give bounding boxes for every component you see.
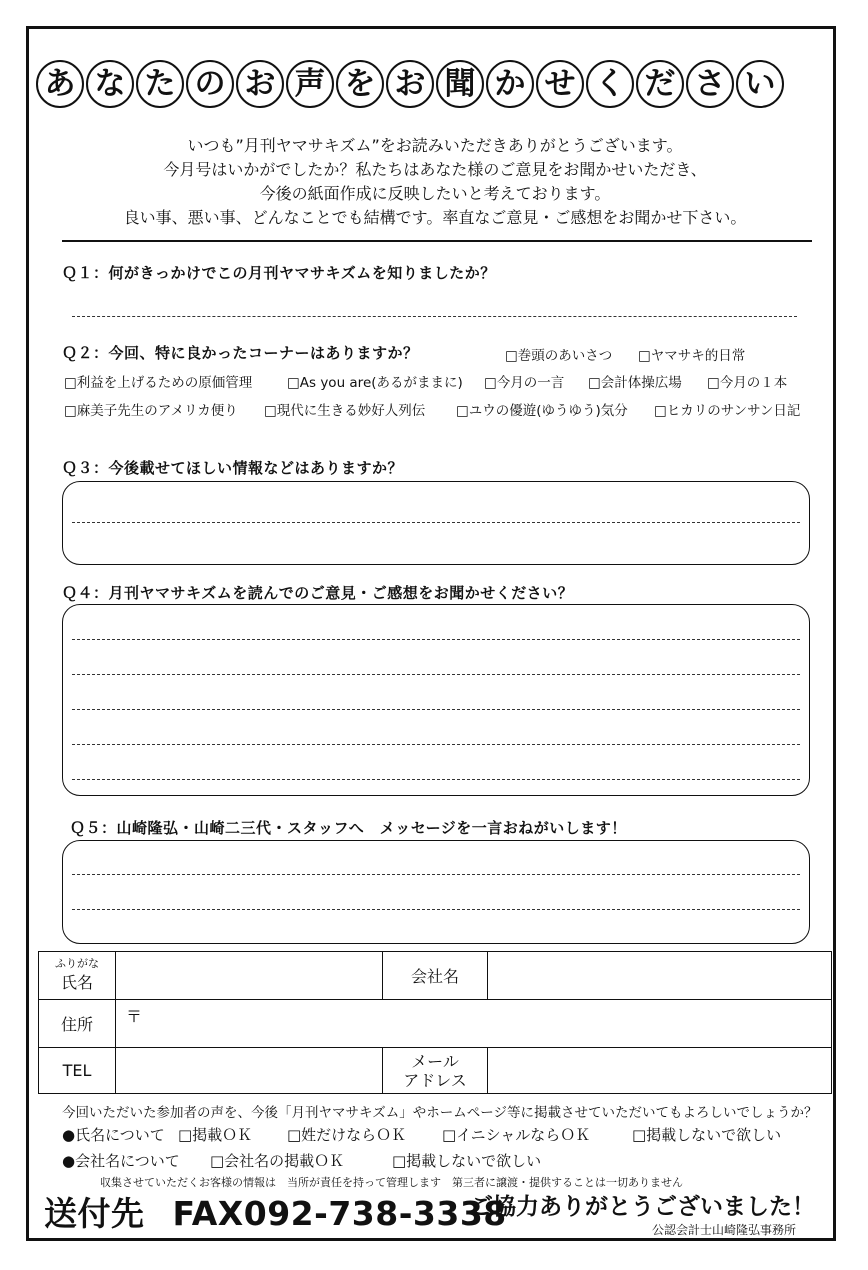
- title-char: な: [86, 60, 134, 108]
- question-3: Ｑ３：今後載せてほしい情報などはありますか？: [62, 459, 404, 477]
- email-label: メール: [411, 1051, 459, 1071]
- intro-line: 今後の紙面作成に反映したいと考えております。: [259, 184, 611, 203]
- question-1: Ｑ１：何がきっかけでこの月刊ヤマサキズムを知りましたか？: [62, 264, 496, 282]
- option-checkbox[interactable]: □今月の一言: [484, 375, 565, 391]
- answer-box-q3[interactable]: [62, 481, 810, 565]
- company-label: 会社名: [383, 952, 488, 1000]
- office-name: 公認会計士山崎隆弘事務所: [652, 1223, 797, 1237]
- name-label: 氏名: [60, 973, 93, 992]
- company-consent-no-checkbox[interactable]: □掲載しないで欲しい: [392, 1152, 542, 1170]
- answer-box-q5[interactable]: [62, 840, 810, 944]
- privacy-note: 収集させていただくお客様の情報は 当所が責任を持って管理します 第三者に譲渡・提供することは一切ありません: [100, 1176, 683, 1189]
- address-label: 住所: [39, 1000, 116, 1048]
- option-checkbox[interactable]: □ヤマサキ的日常: [638, 348, 746, 364]
- answer-line[interactable]: [72, 316, 797, 317]
- name-consent-surname-checkbox[interactable]: □姓だけならＯＫ: [287, 1126, 407, 1144]
- option-checkbox[interactable]: □今月の１本: [707, 375, 788, 391]
- question-2: Ｑ２：今回、特に良かったコーナーはありますか？: [62, 344, 419, 362]
- postal-mark: 〒: [126, 1007, 143, 1026]
- option-checkbox[interactable]: □ユウの優遊(ゆうゆう)気分: [456, 403, 628, 419]
- divider: [62, 240, 812, 242]
- tel-field[interactable]: [116, 1048, 383, 1094]
- answer-line: [72, 522, 800, 523]
- title-char: 聞: [436, 60, 484, 108]
- email-label-cell: [383, 1048, 488, 1094]
- title-char: か: [486, 60, 534, 108]
- answer-line: [72, 744, 800, 745]
- title-char: の: [186, 60, 234, 108]
- page-title: [36, 60, 784, 108]
- consent-question: 今回いただいた参加者の声を、今後「月刊ヤマサキズム」やホームページ等に掲載させていただいてもよろしいでしょうか？: [62, 1105, 818, 1121]
- name-consent-label: ●氏名について: [62, 1126, 165, 1144]
- title-char: お: [386, 60, 434, 108]
- answer-line: [72, 874, 800, 875]
- title-char: い: [736, 60, 784, 108]
- question-4: Ｑ４：月刊ヤマサキズムを読んでのご意見・ご感想をお聞かせください？: [62, 584, 574, 602]
- email-field[interactable]: [488, 1048, 832, 1094]
- option-checkbox[interactable]: □会計体操広場: [588, 375, 682, 391]
- answer-line: [72, 674, 800, 675]
- company-consent-label: ●会社名について: [62, 1152, 180, 1170]
- title-char: 声: [286, 60, 334, 108]
- company-consent-ok-checkbox[interactable]: □会社名の掲載ＯＫ: [210, 1152, 345, 1170]
- intro-line: 今月号はいかがでしたか？私たちはあなた様のご意見をお聞かせいただき、: [163, 160, 707, 179]
- name-consent-no-checkbox[interactable]: □掲載しないで欲しい: [632, 1126, 782, 1144]
- title-char: あ: [36, 60, 84, 108]
- fax-number: FAX092-738-3338: [172, 1194, 507, 1233]
- option-checkbox[interactable]: □巻頭のあいさつ: [505, 348, 613, 364]
- name-consent-initial-checkbox[interactable]: □イニシャルならＯＫ: [442, 1126, 591, 1144]
- option-checkbox[interactable]: □現代に生きる妙好人列伝: [264, 403, 426, 419]
- title-char: さ: [686, 60, 734, 108]
- question-5: Ｑ５：山崎隆弘・山崎二三代・スタッフへ メッセージを一言おねがいします！: [70, 819, 627, 837]
- email-label-2: アドレス: [403, 1070, 467, 1090]
- option-checkbox[interactable]: □As you are(あるがままに): [287, 375, 463, 391]
- name-field[interactable]: [116, 952, 383, 1000]
- send-to-label: 送付先: [44, 1194, 145, 1233]
- name-label-cell: [39, 952, 116, 1000]
- fax-line: [44, 1188, 507, 1235]
- contact-form-table: [38, 951, 832, 1094]
- answer-line: [72, 709, 800, 710]
- answer-line: [72, 909, 800, 910]
- answer-box-q4[interactable]: [62, 604, 810, 796]
- title-char: だ: [636, 60, 684, 108]
- title-char: く: [586, 60, 634, 108]
- option-checkbox[interactable]: □利益を上げるための原価管理: [64, 375, 253, 391]
- answer-line: [72, 779, 800, 780]
- address-field[interactable]: [116, 1000, 832, 1048]
- name-consent-ok-checkbox[interactable]: □掲載ＯＫ: [178, 1126, 253, 1144]
- furigana-label: ふりがな: [55, 957, 99, 970]
- title-char: せ: [536, 60, 584, 108]
- intro-line: いつも”月刊ヤマサキズム”をお読みいただきありがとうございます。: [187, 136, 683, 155]
- option-checkbox[interactable]: □麻美子先生のアメリカ便り: [64, 403, 238, 419]
- title-char: を: [336, 60, 384, 108]
- tel-label: TEL: [39, 1048, 116, 1094]
- thanks-message: ご協力ありがとうございました！: [470, 1194, 815, 1220]
- title-char: お: [236, 60, 284, 108]
- intro-line: 良い事、悪い事、どんなことでも結構です。率直なご意見・ご感想をお聞かせ下さい。: [123, 208, 747, 227]
- title-char: た: [136, 60, 184, 108]
- option-checkbox[interactable]: □ヒカリのサンサン日記: [654, 403, 801, 419]
- company-field[interactable]: [488, 952, 832, 1000]
- answer-line: [72, 639, 800, 640]
